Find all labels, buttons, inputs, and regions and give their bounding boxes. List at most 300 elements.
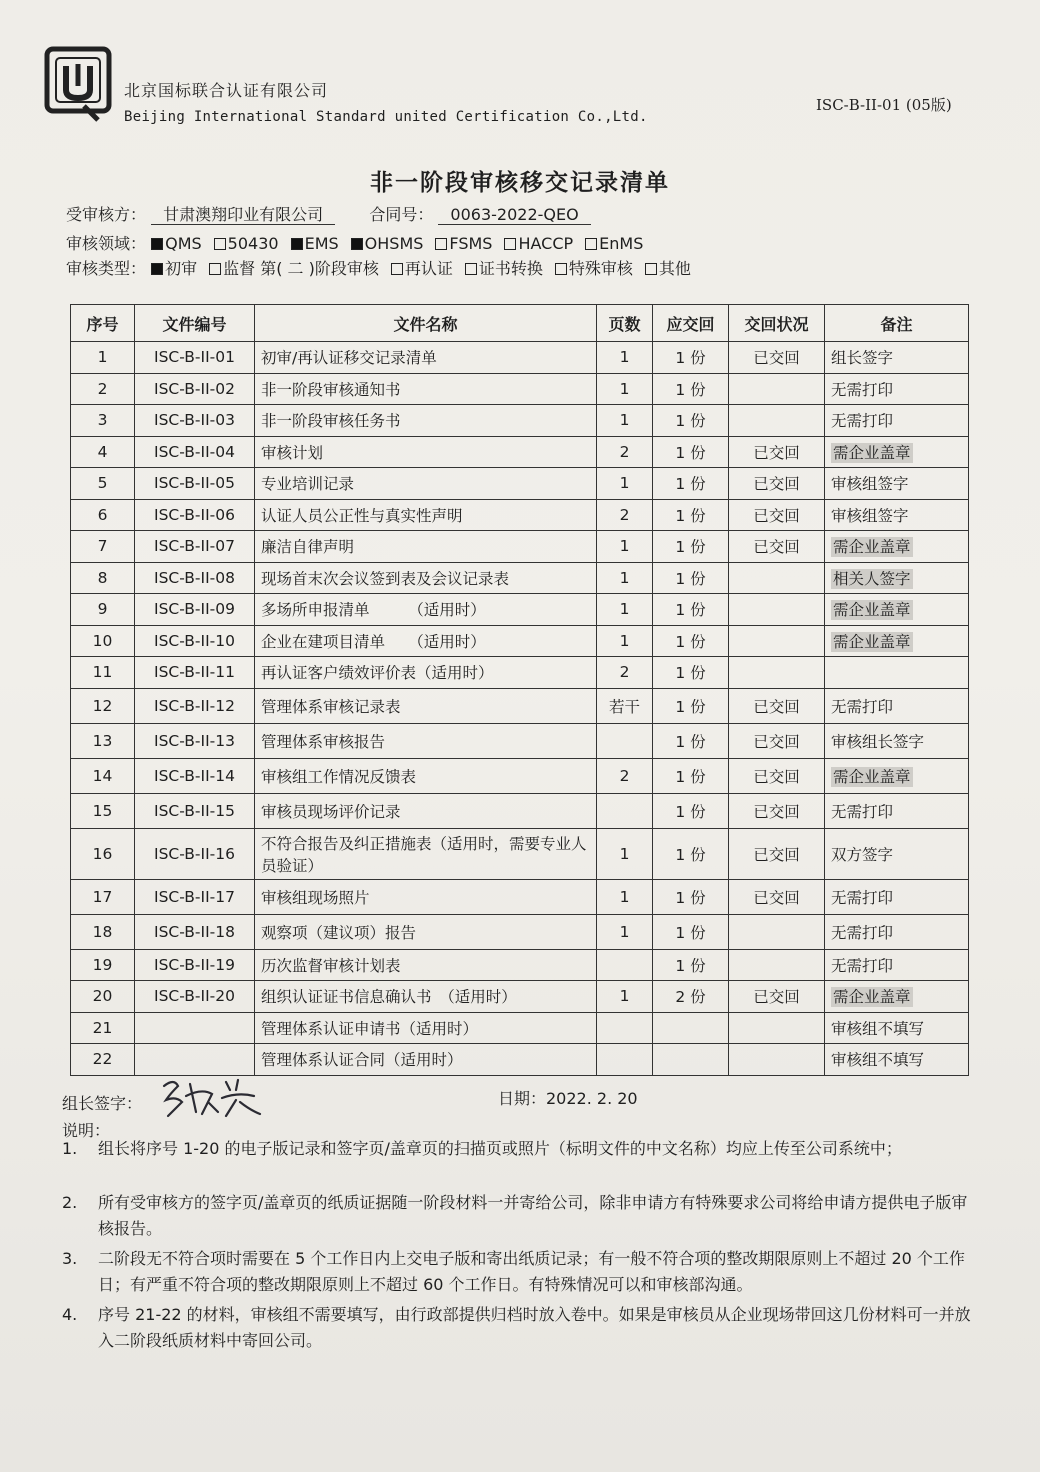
cell-name-text: 非一阶段审核通知书 xyxy=(261,380,401,399)
audit-type-option-label: 其他 xyxy=(658,259,691,278)
col-header-no: 序号 xyxy=(71,305,135,342)
cell-note-text: 组长签字 xyxy=(831,349,894,368)
cell-name-text: 组织认证证书信息确认书 （适用时） xyxy=(261,988,517,1007)
contract-value: 0063-2022-QEO xyxy=(438,205,590,225)
note-item xyxy=(62,1302,982,1354)
cell-code-text: ISC-B-II-09 xyxy=(154,600,235,619)
cell-note xyxy=(825,758,969,793)
cell-name-text: 再认证客户绩效评价表（适用时） xyxy=(261,664,494,683)
cell-status xyxy=(729,914,825,949)
cell-note xyxy=(825,625,969,657)
leader-signature-label: 组长签字： xyxy=(62,1094,143,1113)
cell-status xyxy=(729,1044,825,1076)
cell-code-text: ISC-B-II-03 xyxy=(154,411,235,430)
col-header-code: 文件编号 xyxy=(135,305,255,342)
cell-copies-text: 1 份 xyxy=(675,802,706,821)
cell-name-text: 审核计划 xyxy=(261,443,324,462)
notes-title: 说明： xyxy=(62,1121,111,1140)
cell-code xyxy=(135,793,255,828)
cell-pages-text: 2 xyxy=(619,505,630,524)
cell-pages-text: 1 xyxy=(619,379,630,398)
cell-note-text: 双方签字 xyxy=(831,845,894,864)
cell-note xyxy=(825,949,969,981)
cell-no xyxy=(71,405,135,437)
cell-name xyxy=(255,688,597,723)
cell-pages-text: 1 xyxy=(619,537,630,556)
cell-no xyxy=(71,625,135,657)
table-row xyxy=(71,949,969,981)
cell-no-text: 8 xyxy=(97,568,108,587)
unchecked-box-icon xyxy=(504,238,516,250)
note-number: 2. xyxy=(62,1193,78,1212)
cell-note xyxy=(825,688,969,723)
cell-no xyxy=(71,914,135,949)
cell-note-text: 无需打印 xyxy=(831,956,894,975)
audit-field-option-label: OHSMS xyxy=(364,234,424,253)
audit-field-option xyxy=(351,234,424,253)
cell-status xyxy=(729,342,825,374)
col-header-status: 交回状况 xyxy=(729,305,825,342)
cell-name xyxy=(255,342,597,374)
cell-name-text: 非一阶段审核任务书 xyxy=(261,412,401,431)
cell-pages xyxy=(597,657,653,689)
cell-name xyxy=(255,914,597,949)
cell-status xyxy=(729,405,825,437)
cell-copies xyxy=(653,949,729,981)
cell-name-text: 观察项（建议项）报告 xyxy=(261,923,417,942)
note-number: 4. xyxy=(62,1305,78,1324)
checked-box-icon xyxy=(351,238,363,250)
audit-type-option-label: 证书转换 xyxy=(478,259,543,278)
audit-type-option xyxy=(465,259,543,278)
cell-copies-text: 1 份 xyxy=(675,443,706,462)
cell-no xyxy=(71,657,135,689)
cell-status xyxy=(729,531,825,563)
cell-note xyxy=(825,499,969,531)
cell-pages-text: 1 xyxy=(619,887,630,906)
cell-pages-text: 1 xyxy=(619,600,630,619)
table-row xyxy=(71,723,969,758)
table-row xyxy=(71,758,969,793)
audit-type-option xyxy=(391,259,453,278)
cell-note xyxy=(825,436,969,468)
cell-pages xyxy=(597,981,653,1013)
cell-name-text: 现场首末次会议签到表及会议记录表 xyxy=(261,569,510,588)
audit-field-option-label: EMS xyxy=(304,234,339,253)
cell-status xyxy=(729,688,825,723)
cell-code-text: ISC-B-II-05 xyxy=(154,474,235,493)
cell-pages-text: 1 xyxy=(619,987,630,1006)
unchecked-box-icon xyxy=(645,263,657,275)
cell-code xyxy=(135,828,255,879)
table-row xyxy=(71,625,969,657)
cell-name xyxy=(255,499,597,531)
cell-no xyxy=(71,1044,135,1076)
cell-note-text: 需企业盖章 xyxy=(833,632,911,651)
cell-note xyxy=(825,373,969,405)
cell-name xyxy=(255,625,597,657)
cell-copies xyxy=(653,436,729,468)
cell-code xyxy=(135,879,255,914)
cell-note xyxy=(825,342,969,374)
cell-name-text: 认证人员公正性与真实性声明 xyxy=(261,506,463,525)
cell-no-text: 6 xyxy=(97,505,108,524)
cell-no-text: 1 xyxy=(97,348,108,367)
table-row xyxy=(71,688,969,723)
cell-pages xyxy=(597,1044,653,1076)
cell-status xyxy=(729,758,825,793)
cell-note-text: 无需打印 xyxy=(831,888,894,907)
cell-note-text: 审核组长签字 xyxy=(831,732,925,751)
cell-no xyxy=(71,758,135,793)
cell-pages xyxy=(597,405,653,437)
audit-type-line xyxy=(66,256,703,279)
company-name-cn: 北京国标联合认证有限公司 xyxy=(124,81,329,100)
audit-field-label: 审核领域： xyxy=(66,234,147,253)
cell-code-text: ISC-B-II-20 xyxy=(154,987,235,1006)
cell-copies-text: 1 份 xyxy=(675,380,706,399)
cell-note-text: 无需打印 xyxy=(831,802,894,821)
cell-no-text: 13 xyxy=(92,731,113,750)
cell-copies-text: 1 份 xyxy=(675,888,706,907)
cell-note-text: 无需打印 xyxy=(831,380,894,399)
cell-no-text: 11 xyxy=(92,663,113,682)
cell-pages xyxy=(597,914,653,949)
cell-name xyxy=(255,723,597,758)
col-header-pages: 页数 xyxy=(597,305,653,342)
cell-status-text: 已交回 xyxy=(753,475,800,494)
cell-copies xyxy=(653,1044,729,1076)
cell-note xyxy=(825,531,969,563)
cell-note xyxy=(825,594,969,626)
cell-status-text: 已交回 xyxy=(753,845,800,864)
cell-copies-text: 1 份 xyxy=(675,412,706,431)
audit-type-option xyxy=(645,259,691,278)
cell-name xyxy=(255,531,597,563)
cell-name xyxy=(255,879,597,914)
cell-code-text: ISC-B-II-16 xyxy=(154,844,235,863)
unchecked-box-icon xyxy=(555,263,567,275)
checked-box-icon xyxy=(151,263,163,275)
cell-code xyxy=(135,436,255,468)
cell-copies xyxy=(653,342,729,374)
transfer-record-table xyxy=(70,304,969,1076)
cell-pages xyxy=(597,342,653,374)
cell-pages xyxy=(597,828,653,879)
cell-copies xyxy=(653,723,729,758)
table-row xyxy=(71,1044,969,1076)
cell-code-text: ISC-B-II-17 xyxy=(154,887,235,906)
cell-pages xyxy=(597,531,653,563)
cell-note-text: 审核组签字 xyxy=(831,475,909,494)
table-row xyxy=(71,1012,969,1044)
unchecked-box-icon xyxy=(585,238,597,250)
table-row xyxy=(71,828,969,879)
table-row xyxy=(71,373,969,405)
cell-pages xyxy=(597,793,653,828)
cell-name xyxy=(255,405,597,437)
cell-status xyxy=(729,828,825,879)
table-row xyxy=(71,657,969,689)
cell-note-text: 审核组不填写 xyxy=(831,1019,925,1038)
audit-field-option xyxy=(585,234,643,253)
cell-code-text: ISC-B-II-02 xyxy=(154,379,235,398)
table-row xyxy=(71,342,969,374)
cell-no xyxy=(71,879,135,914)
cell-code-text: ISC-B-II-13 xyxy=(154,731,235,750)
note-text: 序号 21-22 的材料，审核组不需要填写，由行政部提供归档时放入卷中。如果是审核员从企业现场带回这几份材料可一并放入二阶段纸质材料中寄回公司。 xyxy=(98,1305,971,1350)
cell-copies-text: 1 份 xyxy=(675,845,706,864)
auditee-line xyxy=(66,202,591,225)
cell-note-text: 需企业盖章 xyxy=(833,601,911,620)
cell-code xyxy=(135,949,255,981)
cell-code xyxy=(135,1044,255,1076)
cell-status-text: 已交回 xyxy=(753,538,800,557)
cell-copies xyxy=(653,657,729,689)
cell-code xyxy=(135,405,255,437)
cell-status-text: 已交回 xyxy=(753,802,800,821)
cell-name xyxy=(255,1012,597,1044)
cell-no xyxy=(71,828,135,879)
cell-pages-text: 若干 xyxy=(608,697,640,716)
cell-no xyxy=(71,688,135,723)
note-item xyxy=(62,1190,982,1242)
cell-note-text: 无需打印 xyxy=(831,697,894,716)
cell-pages-text: 2 xyxy=(619,663,630,682)
cell-no xyxy=(71,373,135,405)
cell-no xyxy=(71,468,135,500)
cell-note-text: 需企业盖章 xyxy=(833,767,911,786)
cell-code xyxy=(135,657,255,689)
cell-pages-text: 1 xyxy=(619,474,630,493)
audit-type-option xyxy=(151,259,197,278)
cell-code xyxy=(135,981,255,1013)
note-number: 1. xyxy=(62,1139,78,1158)
note-item xyxy=(62,1136,982,1162)
cell-code-text: ISC-B-II-18 xyxy=(154,922,235,941)
cell-code xyxy=(135,342,255,374)
cell-pages xyxy=(597,562,653,594)
cell-code-text: ISC-B-II-12 xyxy=(154,696,235,715)
checked-box-icon xyxy=(151,238,163,250)
cell-status-text: 已交回 xyxy=(753,767,800,786)
table-row xyxy=(71,562,969,594)
cell-pages-text: 1 xyxy=(619,844,630,863)
cell-name xyxy=(255,594,597,626)
cell-name xyxy=(255,981,597,1013)
cell-status xyxy=(729,657,825,689)
cell-copies xyxy=(653,914,729,949)
cell-name-text: 管理体系审核报告 xyxy=(261,732,386,751)
cell-note xyxy=(825,793,969,828)
cell-no xyxy=(71,723,135,758)
cell-note xyxy=(825,981,969,1013)
cell-copies xyxy=(653,594,729,626)
cell-note-text: 审核组不填写 xyxy=(831,1051,925,1070)
cell-copies-text: 1 份 xyxy=(675,506,706,525)
cell-code xyxy=(135,562,255,594)
cell-copies-text: 1 份 xyxy=(675,569,706,588)
table-row xyxy=(71,914,969,949)
cell-pages xyxy=(597,688,653,723)
cell-name-text: 历次监督审核计划表 xyxy=(261,956,401,975)
unchecked-box-icon xyxy=(435,238,447,250)
cell-status-text: 已交回 xyxy=(753,988,800,1007)
cell-name xyxy=(255,468,597,500)
cell-pages xyxy=(597,879,653,914)
cell-code-text: ISC-B-II-04 xyxy=(154,442,235,461)
audit-field-option xyxy=(214,234,279,253)
cell-copies-text: 1 份 xyxy=(675,349,706,368)
cell-no-text: 12 xyxy=(92,696,113,715)
cell-pages xyxy=(597,468,653,500)
cell-pages xyxy=(597,723,653,758)
auditee-label: 受审核方： xyxy=(66,205,147,224)
cell-name-text: 初审/再认证移交记录清单 xyxy=(261,349,437,368)
cell-code xyxy=(135,723,255,758)
cell-copies xyxy=(653,793,729,828)
cell-note xyxy=(825,468,969,500)
cell-pages xyxy=(597,625,653,657)
cell-no-text: 5 xyxy=(97,474,108,493)
audit-type-option-label: 再认证 xyxy=(404,259,453,278)
unchecked-box-icon xyxy=(214,238,226,250)
cell-copies xyxy=(653,373,729,405)
cell-status xyxy=(729,793,825,828)
cell-no-text: 14 xyxy=(92,766,113,785)
cell-no xyxy=(71,793,135,828)
cell-code xyxy=(135,914,255,949)
cell-no-text: 7 xyxy=(97,537,108,556)
cell-no-text: 4 xyxy=(97,442,108,461)
audit-field-option xyxy=(504,234,573,253)
note-text: 组长将序号 1-20 的电子版记录和签字页/盖章页的扫描页或照片（标明文件的中文名称）均应上传至公司系统中； xyxy=(98,1139,902,1158)
cell-no xyxy=(71,594,135,626)
document-title: 非一阶段审核移交记录清单 xyxy=(370,169,670,196)
table-row xyxy=(71,499,969,531)
cell-name xyxy=(255,828,597,879)
audit-field-option-label: QMS xyxy=(165,234,202,253)
cell-note xyxy=(825,405,969,437)
cell-code xyxy=(135,688,255,723)
col-header-note: 备注 xyxy=(825,305,969,342)
audit-field-option xyxy=(151,234,202,253)
cell-note xyxy=(825,1012,969,1044)
table-row xyxy=(71,405,969,437)
cell-note xyxy=(825,562,969,594)
audit-field-option xyxy=(435,234,492,253)
cell-no-text: 20 xyxy=(92,987,113,1006)
company-name-en: Beijing International Standard united Certification Co.,Ltd. xyxy=(124,109,648,125)
cell-name xyxy=(255,373,597,405)
table-row xyxy=(71,793,969,828)
cell-copies-text: 1 份 xyxy=(675,956,706,975)
cell-no xyxy=(71,531,135,563)
cell-name-text: 审核组工作情况反馈表 xyxy=(261,767,417,786)
cell-name xyxy=(255,562,597,594)
audit-field-option-label: EnMS xyxy=(599,234,644,253)
cell-pages xyxy=(597,436,653,468)
cell-note-text: 审核组签字 xyxy=(831,506,909,525)
cell-status-text: 已交回 xyxy=(753,443,800,462)
cell-status-text: 已交回 xyxy=(753,732,800,751)
cell-copies xyxy=(653,828,729,879)
cell-name-text: 审核组现场照片 xyxy=(261,888,370,907)
cell-copies xyxy=(653,879,729,914)
unchecked-box-icon xyxy=(209,263,221,275)
cell-no xyxy=(71,342,135,374)
cell-note xyxy=(825,657,969,689)
cell-no-text: 2 xyxy=(97,379,108,398)
cell-code xyxy=(135,758,255,793)
cell-code-text: ISC-B-II-11 xyxy=(154,663,235,682)
cell-no-text: 18 xyxy=(92,922,113,941)
cell-no-text: 17 xyxy=(92,887,113,906)
document-code: ISC-B-II-01 (05版) xyxy=(816,96,952,114)
cell-status-text: 已交回 xyxy=(753,349,800,368)
unchecked-box-icon xyxy=(465,263,477,275)
cell-pages xyxy=(597,1012,653,1044)
cell-pages-text: 2 xyxy=(619,442,630,461)
cell-code-text: ISC-B-II-01 xyxy=(154,348,235,367)
audit-field-option-label: FSMS xyxy=(449,234,493,253)
cell-name-text: 管理体系认证合同（适用时） xyxy=(261,1051,463,1070)
cell-pages-text: 2 xyxy=(619,766,630,785)
cell-note-text: 需企业盖章 xyxy=(833,443,911,462)
cell-name-text: 不符合报告及纠正措施表（适用时，需要专业人员验证） xyxy=(261,834,587,875)
cell-copies xyxy=(653,625,729,657)
cell-name xyxy=(255,1044,597,1076)
cell-copies xyxy=(653,562,729,594)
handwritten-signature-icon xyxy=(156,1072,268,1120)
cell-no-text: 19 xyxy=(92,955,113,974)
cell-pages xyxy=(597,499,653,531)
cell-code xyxy=(135,499,255,531)
auditee-value: 甘肃澳翔印业有限公司 xyxy=(151,205,335,225)
cell-copies xyxy=(653,468,729,500)
cell-status xyxy=(729,562,825,594)
cell-no-text: 15 xyxy=(92,801,113,820)
cell-copies-text: 1 份 xyxy=(675,538,706,557)
cell-code xyxy=(135,468,255,500)
cell-copies-text: 1 份 xyxy=(675,475,706,494)
date-label: 日期：2022. 2. 20 xyxy=(498,1089,638,1108)
cell-name xyxy=(255,793,597,828)
cell-copies-text: 2 份 xyxy=(675,988,706,1007)
cell-status xyxy=(729,373,825,405)
cell-copies-text: 1 份 xyxy=(675,732,706,751)
cell-code xyxy=(135,625,255,657)
cell-name-text: 审核员现场评价记录 xyxy=(261,802,401,821)
cell-status xyxy=(729,625,825,657)
cell-no-text: 3 xyxy=(97,411,108,430)
cell-code xyxy=(135,594,255,626)
checked-box-icon xyxy=(291,238,303,250)
cell-note-text: 需企业盖章 xyxy=(833,988,911,1007)
cell-name-text: 专业培训记录 xyxy=(261,475,355,494)
cell-copies xyxy=(653,758,729,793)
cell-no xyxy=(71,949,135,981)
cell-note xyxy=(825,914,969,949)
audit-type-label: 审核类型： xyxy=(66,259,147,278)
cell-status xyxy=(729,436,825,468)
note-item xyxy=(62,1246,982,1298)
cell-name-text: 企业在建项目清单 （适用时） xyxy=(261,632,486,651)
table-row xyxy=(71,468,969,500)
cell-code-text: ISC-B-II-10 xyxy=(154,631,235,650)
table-header-row xyxy=(71,305,969,342)
cell-no xyxy=(71,436,135,468)
